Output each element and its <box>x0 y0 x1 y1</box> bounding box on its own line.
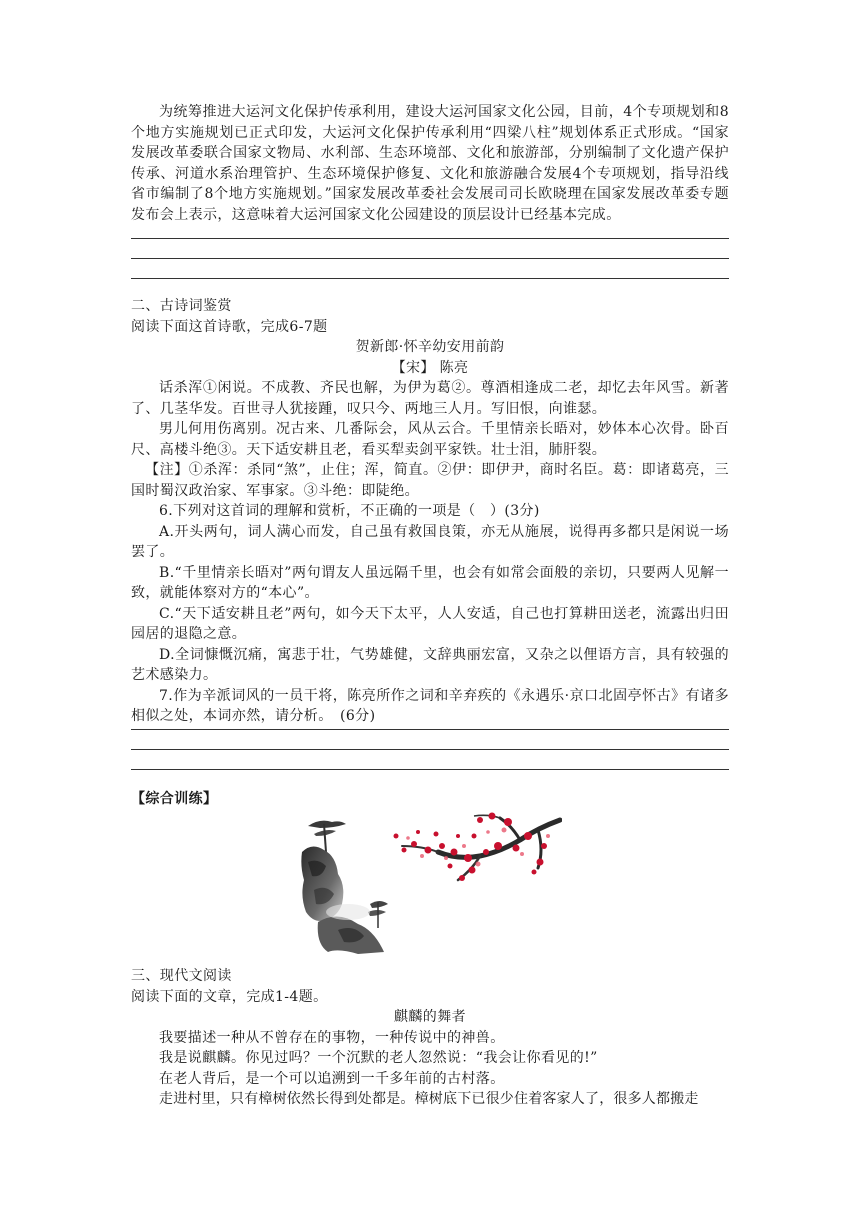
article-title: 麒麟的舞者 <box>394 1009 466 1025</box>
answer-line[interactable] <box>131 238 729 239</box>
poem-stanza-2: 男儿何用伤离别。况古来、几番际会，风从云合。千里情亲长晤对，妙体本心次骨。卧百尺、高楼斗绝③。天下适安耕且老，看买犁卖剑平家铁。壮士泪，肺肝裂。 <box>131 421 729 458</box>
section-heading: 二、古诗词鉴赏 <box>131 298 232 314</box>
poem-title: 贺新郎·怀辛幼安用前韵 <box>355 339 505 355</box>
poem-author: 【宋】 陈亮 <box>391 359 469 376</box>
article-paragraph: 在老人背后，是一个可以追溯到一千多年前的古村落。 <box>159 1070 505 1087</box>
section-instruction: 阅读下面的文章，完成1-4题。 <box>131 988 328 1005</box>
answer-line[interactable] <box>131 769 729 770</box>
modern-reading-section <box>131 966 729 1110</box>
option-a: A.开头两句，词人满心而发，自己虽有救国良策，亦无从施展，说得再多都只是闲说一场罢了。 <box>131 523 729 560</box>
answer-line[interactable] <box>131 258 729 259</box>
answer-line[interactable] <box>131 278 729 279</box>
intro-paragraph: 为统筹推进大运河文化保护传承利用，建设大运河国家文化公园，目前，4个专项规划和8个地方实施规划已正式印发，大运河文化保护传承利用“四梁八柱”规划体系正式形成。“国家发展改革委联合国家文物局、水利部、生态环境部、文化和旅游部，分别编制了文化遗产保护传承、河道水系治理管护、生态环境保护修复、文化和旅游融合发展4个专项规划，指导沿线省市编制了8个地方实施规划。”国家发展改革委社会发展司司长欧晓理在国家发展改革委专题发布会上表示，这意味着大运河国家文化公园建设的顶层设计已经基本完成。 <box>131 104 729 223</box>
poem-note: 【注】①杀浑：杀同“煞”，止住；浑，简直。②伊：即伊尹，商时名臣。葛：即诸葛亮，三国时蜀汉政治家、军事家。③斗绝：即陡绝。 <box>131 462 729 499</box>
training-heading: 【综合训练】 <box>131 791 218 807</box>
option-b: B.“千里情亲长晤对”两句谓友人虽远隔千里，也会有如常会面般的亲切，只要两人见解一致，就能体察对方的“本心”。 <box>131 564 729 601</box>
section-instruction: 阅读下面这首诗歌，完成6-7题 <box>131 318 328 335</box>
question-6: 6.下列对这首词的理解和赏析，不正确的一项是（ ）(3分) <box>159 503 540 519</box>
article-paragraph: 我要描述一种从不曾存在的事物，一种传说中的神兽。 <box>159 1029 505 1046</box>
answer-line[interactable] <box>131 729 729 730</box>
section-heading: 三、现代文阅读 <box>131 968 232 984</box>
poem-stanza-1: 话杀浑①闲说。不成教、齐民也解，为伊为葛②。尊酒相逢成二老，却忆去年风雪。新著了、几茎华发。百世寻人犹接踵，叹只今、两地三人月。写旧恨，向谁瑟。 <box>131 380 729 417</box>
intro-passage <box>131 102 729 225</box>
ink-landscape-painting <box>298 812 390 958</box>
article-paragraph: 我是说麒麟。你见过吗？一个沉默的老人忽然说：“我会让你看见的!” <box>159 1050 598 1066</box>
question-7: 7.作为辛派词风的一员干将，陈亮所作之词和辛弃疾的《永遇乐·京口北固亭怀古》有诸多相似之处，本词亦然，请分析。 (6分) <box>131 687 729 724</box>
option-c: C.“天下适安耕且老”两句，如今天下太平，人人安适，自己也打算耕田送老，流露出归田园居的退隐之意。 <box>131 605 729 642</box>
answer-line[interactable] <box>131 749 729 750</box>
poetry-section <box>131 296 729 727</box>
article-paragraph: 走进村里，只有樟树依然长得到处都是。樟树底下已很少住着客家人了，很多人都搬走 <box>159 1091 699 1107</box>
option-d: D.全词慷慨沉痛，寓悲于壮，气势雄健，文辞典丽宏富，又杂之以俚语方言，具有较强的艺术感染力。 <box>131 646 729 683</box>
plum-blossom-branch <box>388 806 562 894</box>
